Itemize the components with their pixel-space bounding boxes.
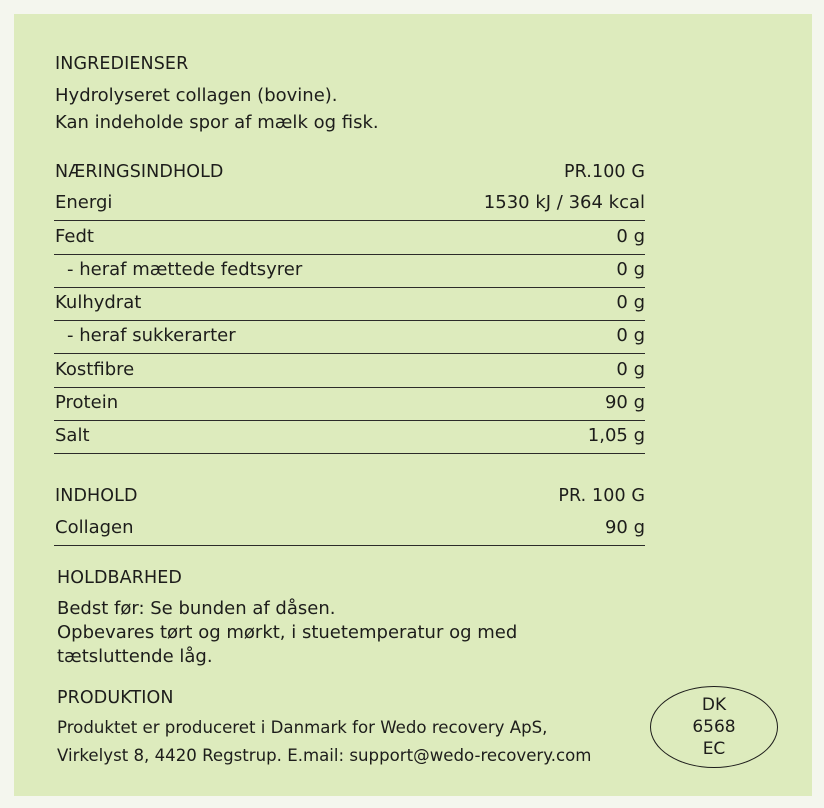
nutrition-row-sugars: [54, 320, 645, 354]
content-heading: INDHOLD: [55, 486, 138, 506]
content-value: 90 g: [604, 517, 645, 538]
nutrient-name: Kulhydrat: [55, 292, 142, 313]
nutrient-name: Salt: [55, 425, 90, 446]
product-label: [14, 14, 812, 796]
nutrient-name: Protein: [55, 392, 119, 413]
nutrition-row-protein: [54, 387, 645, 421]
ingredients-line-2: Kan indeholde spor af mælk og fisk.: [55, 112, 379, 133]
nutrient-name: Fedt: [55, 226, 94, 247]
production-line-2: Virkelyst 8, 4420 Regstrup. E.mail: support@wedo-recovery.com: [57, 746, 592, 765]
nutrient-value: 0 g: [616, 292, 645, 313]
nutrient-value: 1,05 g: [587, 425, 645, 446]
nutrient-value: 90 g: [604, 392, 645, 413]
nutrition-heading: NÆRINGSINDHOLD: [55, 162, 224, 182]
ingredients-heading: INGREDIENSER: [55, 54, 189, 74]
production-heading: PRODUKTION: [57, 688, 174, 708]
nutrient-value: 0 g: [616, 359, 645, 380]
nutrition-per-100g: PR.100 G: [564, 162, 645, 182]
nutrient-name: - heraf mættede fedtsyrer: [67, 259, 303, 280]
shelf-life-line-2: Opbevares tørt og mørkt, i stuetemperatur og med: [57, 622, 518, 643]
nutrient-value: 0 g: [616, 226, 645, 247]
oval-mark-number: 6568: [692, 717, 736, 737]
ingredients-line-1: Hydrolyseret collagen (bovine).: [55, 85, 338, 106]
nutrient-value: 0 g: [616, 325, 645, 346]
shelf-life-line-3: tætsluttende låg.: [57, 646, 213, 667]
content-per-100g: PR. 100 G: [558, 486, 645, 506]
shelf-life-heading: HOLDBARHED: [57, 568, 182, 588]
oval-mark-ec: EC: [702, 739, 726, 759]
nutrient-value: 0 g: [616, 259, 645, 280]
nutrition-row-energy: [54, 187, 645, 221]
production-line-1: Produktet er produceret i Danmark for Wedo recovery ApS,: [57, 718, 548, 737]
oval-identification-mark: [650, 686, 778, 768]
nutrient-name: Kostfibre: [55, 359, 135, 380]
content-name: Collagen: [55, 517, 134, 538]
shelf-life-line-1: Bedst før: Se bunden af dåsen.: [57, 598, 336, 619]
nutrient-value: 1530 kJ / 364 kcal: [483, 192, 645, 213]
content-row-collagen: [54, 512, 645, 546]
nutrient-name: Energi: [55, 192, 113, 213]
nutrition-row-fat: [54, 221, 645, 255]
nutrition-row-carbohydrate: [54, 287, 645, 321]
oval-mark-country: DK: [701, 695, 727, 715]
nutrition-row-saturated-fat: [54, 254, 645, 288]
nutrition-row-salt: [54, 420, 645, 454]
nutrition-row-fibre: [54, 354, 645, 388]
nutrient-name: - heraf sukkerarter: [67, 325, 236, 346]
